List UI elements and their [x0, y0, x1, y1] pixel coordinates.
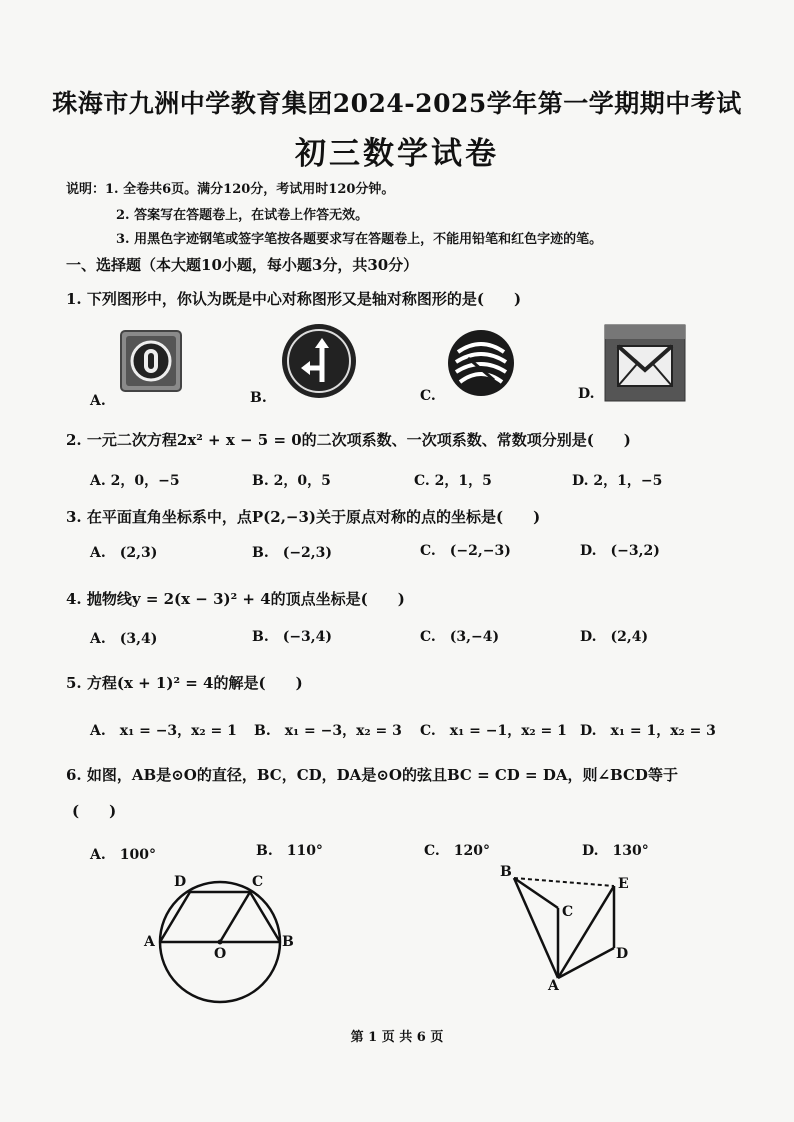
fig1-label-b: B: [282, 934, 294, 950]
question-3-stem: 3. 在平面直角坐标系中，点P(2,−3)关于原点对称的点的坐标是( ): [66, 508, 541, 526]
fig2-label-b: B: [500, 864, 512, 880]
note-3: 3. 用黑色字迹钢笔或签字笔按各题要求写在答题卷上，不能用铅笔和红色字迹的笔。: [116, 232, 603, 247]
fig1-label-c: C: [252, 874, 264, 890]
triangle-diagram: [496, 866, 636, 1000]
page-footer: 第 1 页 共 6 页: [350, 1030, 444, 1045]
circle-diagram: [140, 874, 310, 1022]
q2-option-b: B. 2，0，5: [252, 473, 331, 489]
q2-option-c: C. 2，1，5: [414, 473, 492, 489]
q6-option-a: A. 100°: [90, 847, 156, 863]
q4-option-a: A. (3,4): [90, 631, 158, 647]
q5-option-d: D. x₁ = 1，x₂ = 3: [580, 723, 716, 739]
q1-option-a: A.: [90, 393, 106, 409]
q4-option-c: C. (3,−4): [420, 629, 500, 645]
q6-option-b: B. 110°: [256, 843, 323, 859]
exam-title: 珠海市九洲中学教育集团2024-2025学年第一学期期中考试: [52, 89, 742, 118]
q3-option-d: D. (−3,2): [580, 543, 660, 559]
q1-option-c: C.: [420, 388, 436, 404]
q6-option-c: C. 120°: [424, 843, 490, 859]
question-1-stem: 1. 下列图形中，你认为既是中心对称图形又是轴对称图形的是( ): [66, 290, 522, 308]
q5-option-a: A. x₁ = −3，x₂ = 1: [90, 723, 237, 739]
fig2-label-a: A: [548, 978, 559, 994]
fig1-label-a: A: [144, 934, 155, 950]
fig2-label-c: C: [562, 904, 574, 920]
circle-o-sign-icon: [120, 330, 182, 396]
question-2-stem: 2. 一元二次方程2x² + x − 5 = 0的二次项系数、一次项系数、常数项分别是( ): [66, 431, 631, 449]
question-6-stem: 6. 如图，AB是⊙O的直径，BC，CD，DA是⊙O的弦且BC = CD = DA，则∠BCD等于: [66, 766, 678, 784]
question-4-stem: 4. 抛物线y = 2(x − 3)² + 4的顶点坐标是( ): [66, 590, 405, 608]
fig1-label-o: O: [214, 946, 227, 962]
q2-option-d: D. 2，1，−5: [572, 473, 663, 489]
q4-option-b: B. (−3,4): [252, 629, 333, 645]
fig2-label-e: E: [618, 876, 629, 892]
section-heading: 一、选择题（本大题10小题，每小题3分，共30分）: [66, 256, 419, 274]
q4-option-d: D. (2,4): [580, 629, 649, 645]
paper-title: 初三数学试卷: [295, 136, 499, 172]
note-1: 说明：1. 全卷共6页。满分120分，考试用时120分钟。: [66, 182, 395, 197]
turn-arrow-sign-icon: [280, 322, 358, 404]
question-5-stem: 5. 方程(x + 1)² = 4的解是( ): [66, 674, 303, 692]
q3-option-a: A. (2,3): [90, 545, 158, 561]
question-6-stem-bracket: ( ): [72, 802, 117, 820]
fig1-label-d: D: [174, 874, 187, 890]
q6-option-d: D. 130°: [582, 843, 649, 859]
q3-option-c: C. (−2,−3): [420, 543, 511, 559]
q1-option-d: D.: [578, 386, 595, 402]
china-mobile-logo-icon: [446, 328, 516, 402]
note-2: 2. 答案写在答题卷上，在试卷上作答无效。: [116, 208, 369, 223]
mail-envelope-icon: [604, 324, 686, 406]
q5-option-c: C. x₁ = −1，x₂ = 1: [420, 723, 567, 739]
fig2-label-d: D: [616, 946, 629, 962]
q3-option-b: B. (−2,3): [252, 545, 333, 561]
q2-option-a: A. 2，0，−5: [90, 473, 180, 489]
q1-option-b: B.: [250, 390, 267, 406]
q5-option-b: B. x₁ = −3，x₂ = 3: [254, 723, 402, 739]
